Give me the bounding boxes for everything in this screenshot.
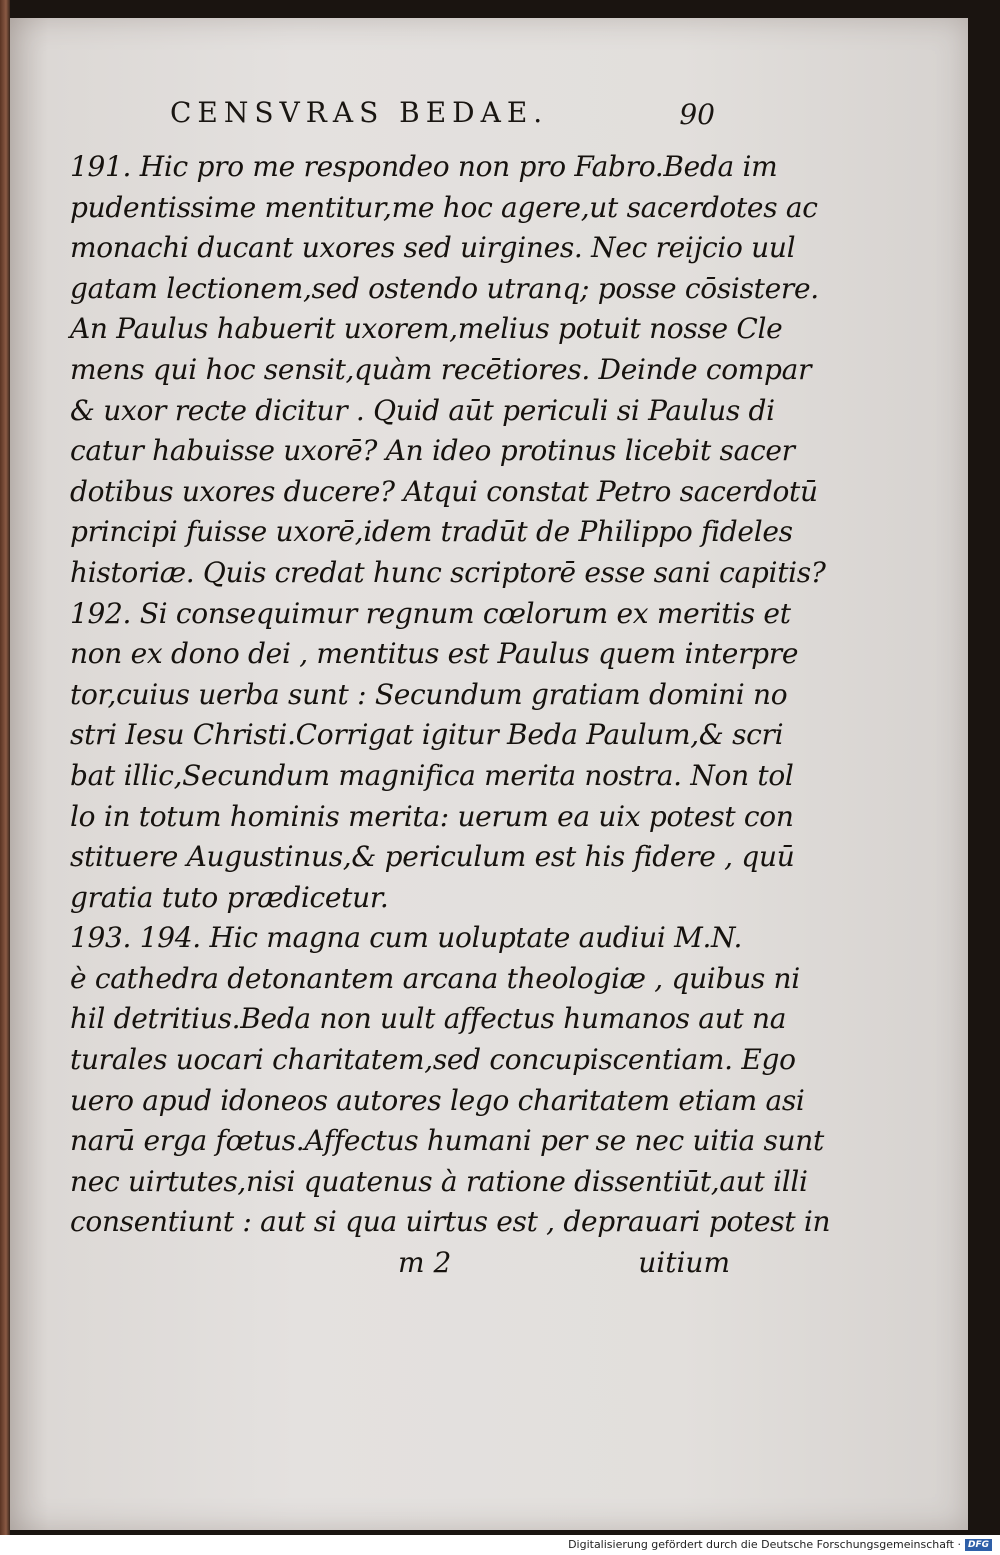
text-line: stri Iesu Christi.Corrigat igitur Beda Paulum,& scri [70,718,784,752]
text-line: 191. Hic pro me respondeo non pro Fabro.Beda im [70,150,778,183]
text-line: turales uocari charitatem,sed concupiscentiam. Ego [70,1043,796,1077]
text-line: lo in totum hominis merita: uerum ea uix potest con [70,799,794,833]
catchword: uitium [638,1246,730,1279]
text-line: & uxor recte dicitur . Quid aūt periculi si Paulus di [70,393,775,427]
text-line: 192. Si consequimur regnum cœlorum ex meritis et [70,596,791,630]
text-line: 193. 194. Hic magna cum uoluptate audiui M.N. [70,921,743,955]
book-page [10,18,968,1530]
text-line: An Paulus habuerit uxorem,melius potuit nosse Cle [70,312,783,346]
text-line: dotibus uxores ducere? Atqui constat Petro sacerdotū [70,474,818,508]
text-line: pudentissime mentitur,me hoc agere,ut sacerdotes ac [70,190,818,224]
text-line: principi fuisse uxorē,idem tradūt de Philippo fideles [70,515,793,549]
text-line: uero apud idoneos autores lego charitatem etiam asi [70,1083,805,1117]
signature-mark: m 2 [398,1246,452,1279]
signature-line [70,1246,730,1286]
text-line: mens qui hoc sensit,quàm recētiores. Deinde compar [70,352,812,386]
text-line: catur habuisse uxorē? An ideo protinus licebit sacer [70,434,795,468]
body-text [70,147,831,1243]
digitization-footer [568,1538,992,1551]
text-line: historiæ. Quis credat hunc scriptorē esse sani capitis? [70,555,826,589]
text-line: è cathedra detonantem arcana theologiæ , quibus ni [70,961,800,995]
text-line: gratia tuto prædicetur. [70,880,389,914]
folio-number: 90 [679,98,715,131]
text-line: consentiunt : aut si qua uirtus est , deprauari potest in [70,1205,831,1239]
text-line: gatam lectionem,sed ostendo utranq; posse cōsistere. [70,271,819,305]
text-line: non ex dono dei , mentitus est Paulus quem interpre [70,637,799,671]
footer-credit: Digitalisierung gefördert durch die Deutsche Forschungsgemeinschaft · [568,1538,961,1551]
text-line: narū erga fœtus.Affectus humani per se nec uitia sunt [70,1124,824,1158]
page-header [170,96,715,136]
book-edge [0,0,10,1535]
text-line: bat illic,Secundum magnifica merita nostra. Non tol [70,758,794,792]
text-line: tor,cuius uerba sunt : Secundum gratiam domini no [70,677,788,711]
text-line: monachi ducant uxores sed uirgines. Nec reijcio uul [70,231,796,265]
dfg-logo: DFG [965,1539,992,1551]
text-line: stituere Augustinus,& periculum est his fidere , quū [70,840,795,874]
text-line: nec uirtutes,nisi quatenus à ratione dissentiūt,aut illi [70,1164,808,1198]
text-line: hil detritius.Beda non uult affectus humanos aut na [70,1002,787,1036]
running-title: CENSVRAS BEDAE. [170,96,549,129]
